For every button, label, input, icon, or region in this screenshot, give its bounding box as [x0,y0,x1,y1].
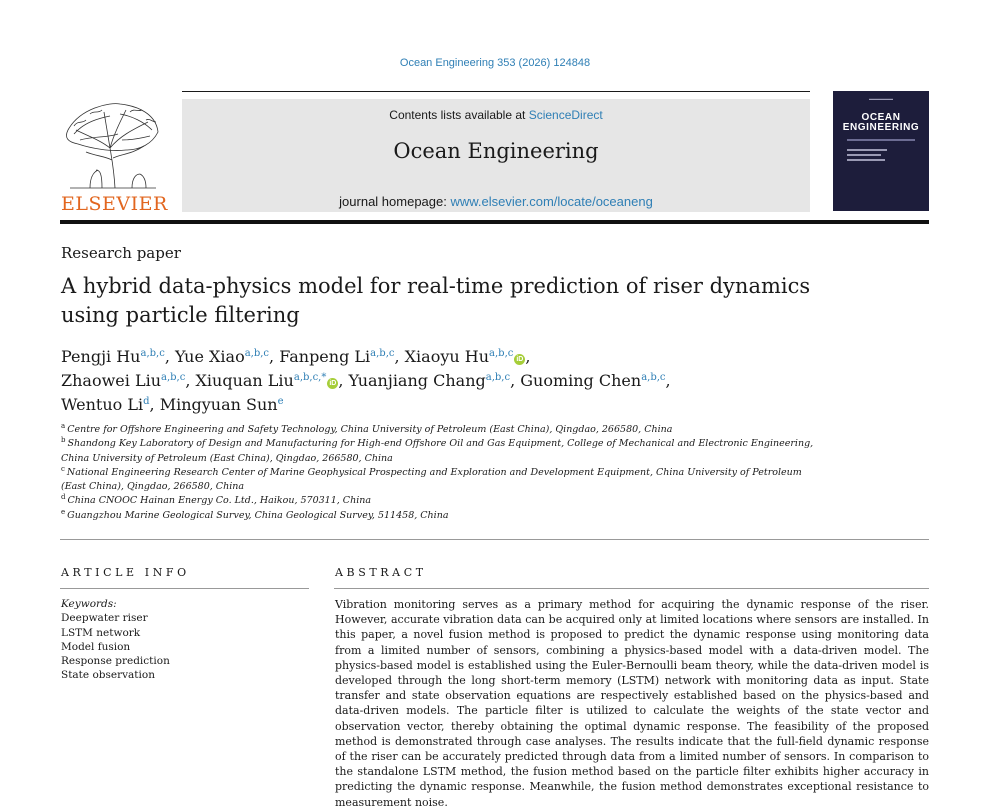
affiliation-mark: d [61,493,66,502]
cover-issn-line: ▬▬▬▬▬▬ [869,96,893,101]
author[interactable] [520,371,665,390]
abstract-heading: ABSTRACT [335,566,427,579]
affiliation-text: Guangzhou Marine Geological Survey, China Geological Survey, 511458, China [67,509,449,521]
author-name: Xiaoyu Hu [404,347,490,366]
affiliation-mark: b [61,436,66,445]
article-title: A hybrid data-physics model for real-time prediction of riser dynamics using particle filtering [61,274,811,327]
elsevier-wordmark: ELSEVIER [61,193,168,215]
keyword-item: Deepwater riser [61,612,148,625]
author-name: Yuanjiang Chang [348,371,486,390]
author-affiliation-marks[interactable]: a,b,c [489,348,514,359]
author[interactable] [160,395,284,414]
affiliation-item [61,509,821,523]
author-affiliation-marks[interactable]: a,b,c [244,348,270,359]
keyword-item: State observation [61,669,155,682]
affiliation-mark: a [61,422,66,430]
cover-text-lines [847,149,907,164]
cover-title-line1: OCEAN [861,112,901,123]
journal-reference[interactable]: Ocean Engineering 353 (2026) 124848 [399,57,591,69]
author-name: Yue Xiao [174,347,245,366]
keyword-item: Response prediction [61,655,170,668]
author-name: Pengji Hu [61,347,141,366]
affiliation-text: China CNOOC Hainan Energy Co. Ltd., Haikou, 570311, China [67,495,372,507]
author-affiliation-marks[interactable]: a,b,c [485,372,511,383]
author-affiliation-marks[interactable]: a,b,c [161,372,186,383]
author[interactable] [279,347,394,366]
contents-prefix: Contents lists available at [389,108,529,122]
header-top-rule [182,91,810,92]
abstract-rule [334,588,929,589]
article-type: Research paper [61,244,181,262]
cover-bar [847,139,915,141]
keywords-list [61,611,170,682]
author[interactable] [61,347,165,366]
affiliation-text: National Engineering Research Center of Marine Geophysical Prospecting and Exploration and Development Equipment, China University of Petroleum (East China), Qingdao, 266580, China [61,466,802,493]
affiliation-text: Shandong Key Laboratory of Design and Manufacturing for High-end Offshore Oil and Gas Equipment, College of Mechanical and Electronic Engineering, China University of Petroleum (East China), Qingdao, 266580, China [61,438,814,464]
author-affiliation-marks[interactable]: a,b,c [370,348,395,359]
author-name: Fanpeng Li [279,347,371,366]
affiliation-mark: e [61,507,66,516]
affiliation-item [61,423,821,437]
homepage-line [182,194,810,209]
orcid-icon[interactable]: iD [516,356,524,363]
orcid-icon[interactable]: iD [329,380,337,387]
tree-icon [60,100,162,192]
article-info-heading: ARTICLE INFO [61,566,190,579]
sciencedirect-link[interactable]: ScienceDirect [528,108,603,122]
author-name: Guoming Chen [520,371,642,390]
affiliation-list [61,423,821,523]
article-info-rule [60,588,309,589]
affiliation-mark: c [61,464,65,473]
author-list: Pengji Hu$^{a,b,c}$, Yue Xiao$^{a,b,c}$, Fanpeng Li$^{a,b,c}$, Xiaoyu Hu$^{a,b,c}$iD , Zhaowei Liu$^{a,b,c}$, Xiuquan Liu$^{a,b,c,*}$iD , Yuanjiang Chang$^{a,b,c}$, Guoming Chen$^{a,b,c}$, Wentuo Li$^d$, Mingyuan Sun$^e$ [61,347,671,414]
author[interactable] [61,395,150,414]
author[interactable] [196,371,339,390]
author-affiliation-marks[interactable]: a,b,c [641,372,666,383]
homepage-link[interactable]: www.elsevier.com/locate/oceaneng [450,194,653,209]
journal-name: Ocean Engineering [393,139,599,163]
journal-cover-thumbnail[interactable] [833,91,929,211]
author[interactable] [175,347,269,366]
abstract-text: Vibration monitoring serves as a primary method for acquiring the dynamic response of the riser. However, accurate vibration data can be acquired only at limited locations where sensors are installed. In this paper, a novel fusion method is proposed to predict the dynamic response using monitoring data from a limited number of sensors, combining a physics-based model with a data-driven model. The physics-based model is established using the Euler-Bernoulli beam theory, while the data-driven model is developed through the long short-term memory (LSTM) network with monitoring data as input. State transfer and state observation equations are respectively established based on the physics-based and data-driven models. The particle filter is utilized to calculate the weights of the state vector and observation vector, thereby obtaining the optimal dynamic response. The feasibility of the proposed method is demonstrated through case analyses. The results indicate that the full-field dynamic response of the riser can be accurately predicted through data from a limited number of sensors. In comparison to the standalone LSTM method, the fusion method based on the particle filter exhibits higher accuracy in predicting the dynamic response. Meanwhile, the fusion method demonstrates exceptional resistance to measurement noise. [335,598,929,809]
contents-line [182,108,810,122]
keyword-item: LSTM network [61,626,141,639]
keyword-item: Model fusion [61,640,131,653]
author[interactable] [61,371,185,390]
author-name: Xiuquan Liu [195,371,294,390]
homepage-prefix: journal homepage: [339,194,451,209]
affiliation-item [61,466,821,495]
keywords-label: Keywords: [61,598,117,610]
author-name: Mingyuan Sun [159,395,278,414]
author-name: Wentuo Li [61,395,144,414]
keywords-block [61,597,170,683]
author-affiliation-marks[interactable]: d [143,396,150,407]
author-name: Zhaowei Liu [61,371,162,390]
author-affiliation-marks[interactable]: a,b,c [140,348,165,359]
author[interactable] [405,347,526,366]
affiliation-item [61,494,821,508]
cover-title [833,113,929,133]
author[interactable] [349,371,511,390]
affiliation-text: Centre for Offshore Engineering and Safety Technology, China University of Petroleum (East China), Qingdao, 266580, China [67,424,673,435]
title-block-rule [60,539,929,540]
author-affiliation-marks[interactable]: a,b,c,* [293,372,327,383]
author-affiliation-marks[interactable]: e [277,396,284,407]
header-thick-rule [60,220,929,224]
journal-header-box [182,99,810,212]
cover-title-line2: ENGINEERING [842,122,920,133]
affiliation-item [61,437,821,466]
